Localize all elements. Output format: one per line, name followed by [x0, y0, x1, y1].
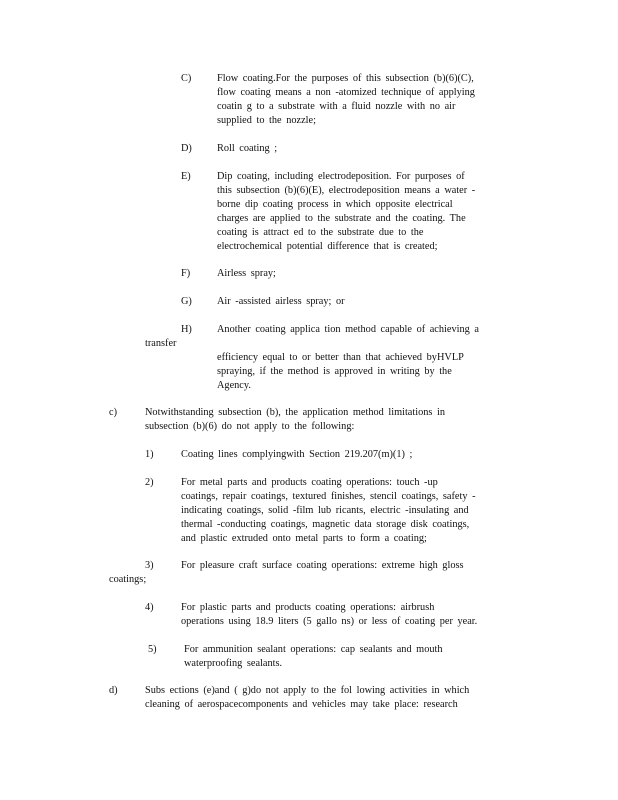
item-text-line: coatings;: [109, 574, 147, 585]
item-text-line: Subs ections (e)and ( g)do not apply to the fol lowing activities in which: [145, 685, 470, 696]
item-text-line: For plastic parts and products coating operations: airbrush: [181, 602, 435, 613]
item-label: 2): [145, 477, 154, 488]
item-label: G): [181, 296, 192, 307]
item-label: 5): [148, 644, 157, 655]
item-label: D): [181, 143, 192, 154]
item-text-line: Flow coating.For the purposes of this subsection (b)(6)(C),: [217, 73, 474, 84]
item-text-line: and plastic extruded onto metal parts to form a coating;: [181, 533, 427, 544]
item-text-line: efficiency equal to or better than that achieved byHVLP: [217, 352, 464, 363]
item-text-line: supplied to the nozzle;: [217, 115, 316, 126]
item-text-line: thermal -conducting coatings, magnetic data storage disk coatings,: [181, 519, 470, 530]
item-text-line: Notwithstanding subsection (b), the application method limitations in: [145, 407, 445, 418]
item-text-line: waterproofing sealants.: [184, 658, 283, 669]
item-label: d): [109, 685, 118, 696]
item-label: C): [181, 73, 192, 84]
item-label: 4): [145, 602, 154, 613]
item-text-line: Airless spray;: [217, 268, 276, 279]
item-label: 1): [145, 449, 154, 460]
item-label: F): [181, 268, 191, 279]
item-text-line: Another coating applica tion method capable of achieving a: [217, 324, 479, 335]
item-text-line: coatin g to a substrate with a fluid nozzle with no air: [217, 101, 456, 112]
item-text-line: charges are applied to the substrate and the coating. The: [217, 213, 466, 224]
item-text-line: this subsection (b)(6)(E), electrodeposition means a water -: [217, 185, 476, 196]
item-label: H): [181, 324, 192, 335]
item-text-line: subsection (b)(6) do not apply to the following:: [145, 421, 355, 432]
item-label: 3): [145, 560, 154, 571]
item-text-line: For pleasure craft surface coating operations: extreme high gloss: [181, 560, 464, 571]
item-text-line: For ammunition sealant operations: cap sealants and mouth: [184, 644, 443, 655]
item-text-line: Dip coating, including electrodeposition. For purposes of: [217, 171, 465, 182]
item-text-line: transfer: [145, 338, 177, 349]
item-text-line: operations using 18.9 liters (5 gallo ns) or less of coating per year.: [181, 616, 478, 627]
item-text-line: coatings, repair coatings, textured finishes, stencil coatings, safety -: [181, 491, 476, 502]
item-label: c): [109, 407, 117, 418]
item-text-line: cleaning of aerospacecomponents and vehicles may take place: research: [145, 699, 458, 710]
item-label: E): [181, 171, 191, 182]
item-text-line: spraying, if the method is approved in writing by the: [217, 366, 452, 377]
item-text-line: indicating coatings, solid -film lub ricants, electric -insulating and: [181, 505, 469, 516]
item-text-line: Coating lines complyingwith Section 219.207(m)(1) ;: [181, 449, 413, 460]
item-text-line: coating is attract ed to the substrate due to the: [217, 227, 424, 238]
item-text-line: For metal parts and products coating operations: touch -up: [181, 477, 438, 488]
item-text-line: flow coating means a non -atomized technique of applying: [217, 87, 475, 98]
item-text-line: Roll coating ;: [217, 143, 278, 154]
item-text-line: borne dip coating process in which opposite electrical: [217, 199, 453, 210]
item-text-line: electrochemical potential difference that is created;: [217, 241, 438, 252]
item-text-line: Air -assisted airless spray; or: [217, 296, 345, 307]
item-text-line: Agency.: [217, 380, 251, 391]
